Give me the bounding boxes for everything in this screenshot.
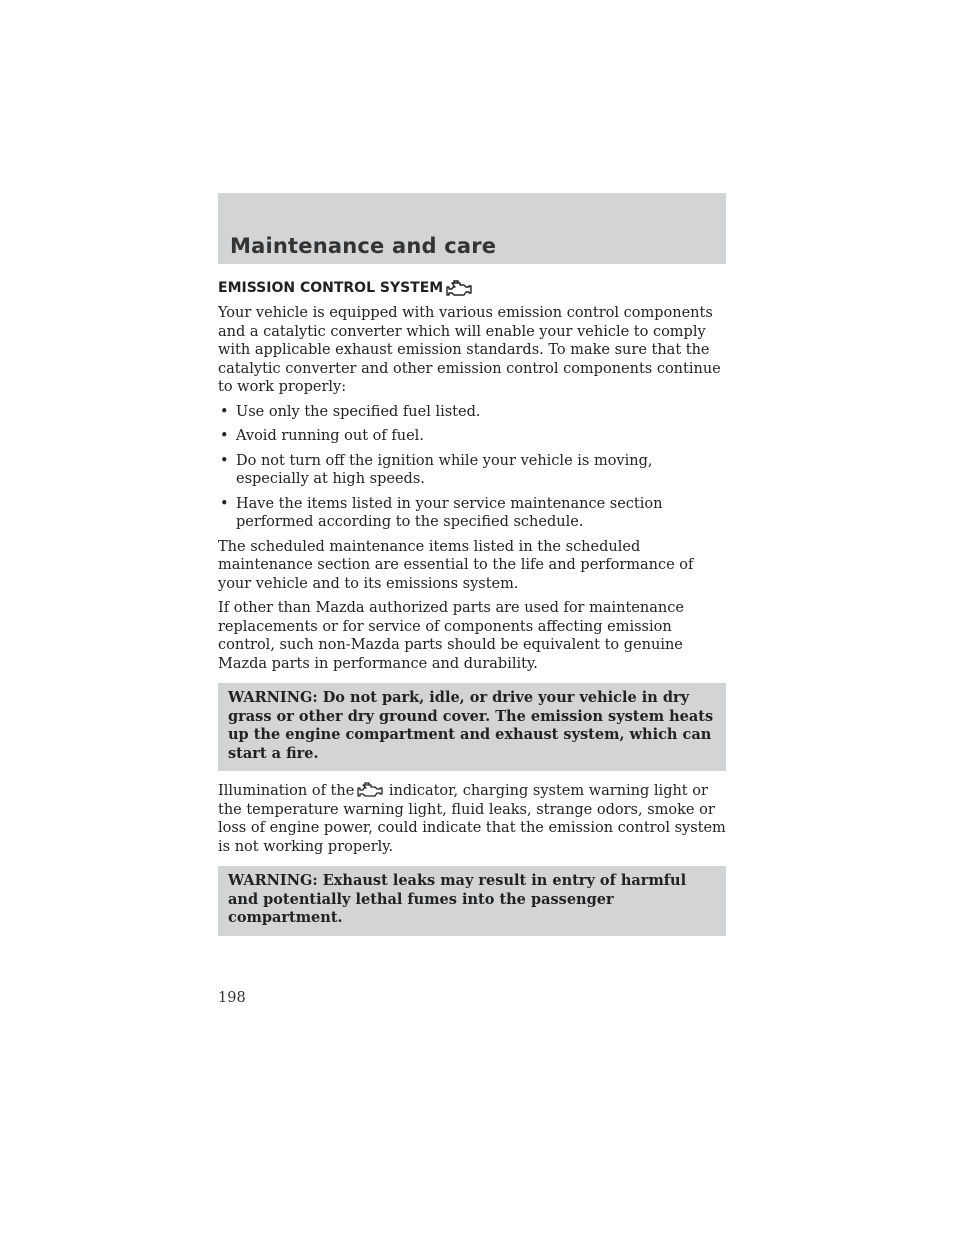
check-engine-icon: [443, 279, 473, 297]
list-item: • Use only the specified fuel listed.: [220, 403, 481, 420]
fuel-tips-list: [218, 403, 726, 532]
page-content: [218, 279, 726, 946]
authorized-parts-paragraph: If other than Mazda authorized parts are used for maintenance replacements or for service of components affecting emission control, such non-Mazda parts should be equivalent to genuine Mazda parts in performance and durability.: [218, 600, 684, 672]
exhaust-leak-warning: WARNING: Exhaust leaks may result in entry of harmful and potentially lethal fumes into the passenger compartment.: [218, 866, 726, 936]
dry-grass-warning: WARNING: Do not park, idle, or drive your vehicle in dry grass or other dry ground cover. The emission system heats up the engine compartment and exhaust system, which can start a fire.: [218, 683, 726, 771]
scheduled-maintenance-paragraph: The scheduled maintenance items listed in the scheduled maintenance section are essential to the life and performance of your vehicle and to its emissions system.: [218, 538, 694, 592]
page-title: Maintenance and care: [230, 234, 497, 258]
section-heading: [218, 279, 726, 297]
list-item: • Avoid running out of fuel.: [220, 428, 424, 444]
page-number: 198: [218, 990, 246, 1006]
check-engine-icon: [354, 781, 384, 797]
illumination-paragraph: Illumination of the indicator, charging system warning light or the temperature warning light, fluid leaks, strange odors, smoke or loss of engine power, could indicate that the emission control system is not working properly.: [218, 783, 726, 855]
section-heading-text: EMISSION CONTROL SYSTEM: [218, 280, 444, 296]
intro-paragraph: Your vehicle is equipped with various emission control components and a catalytic converter which will enable your vehicle to comply with applicable exhaust emission standards. To make sure that the catalytic converter and other emission control components continue to work properly:: [218, 305, 721, 395]
list-item: • Have the items listed in your service maintenance section performed according to the specified schedule.: [220, 495, 663, 530]
section-header-band: [218, 193, 726, 264]
list-item: • Do not turn off the ignition while your vehicle is moving, especially at high speeds.: [220, 452, 653, 487]
